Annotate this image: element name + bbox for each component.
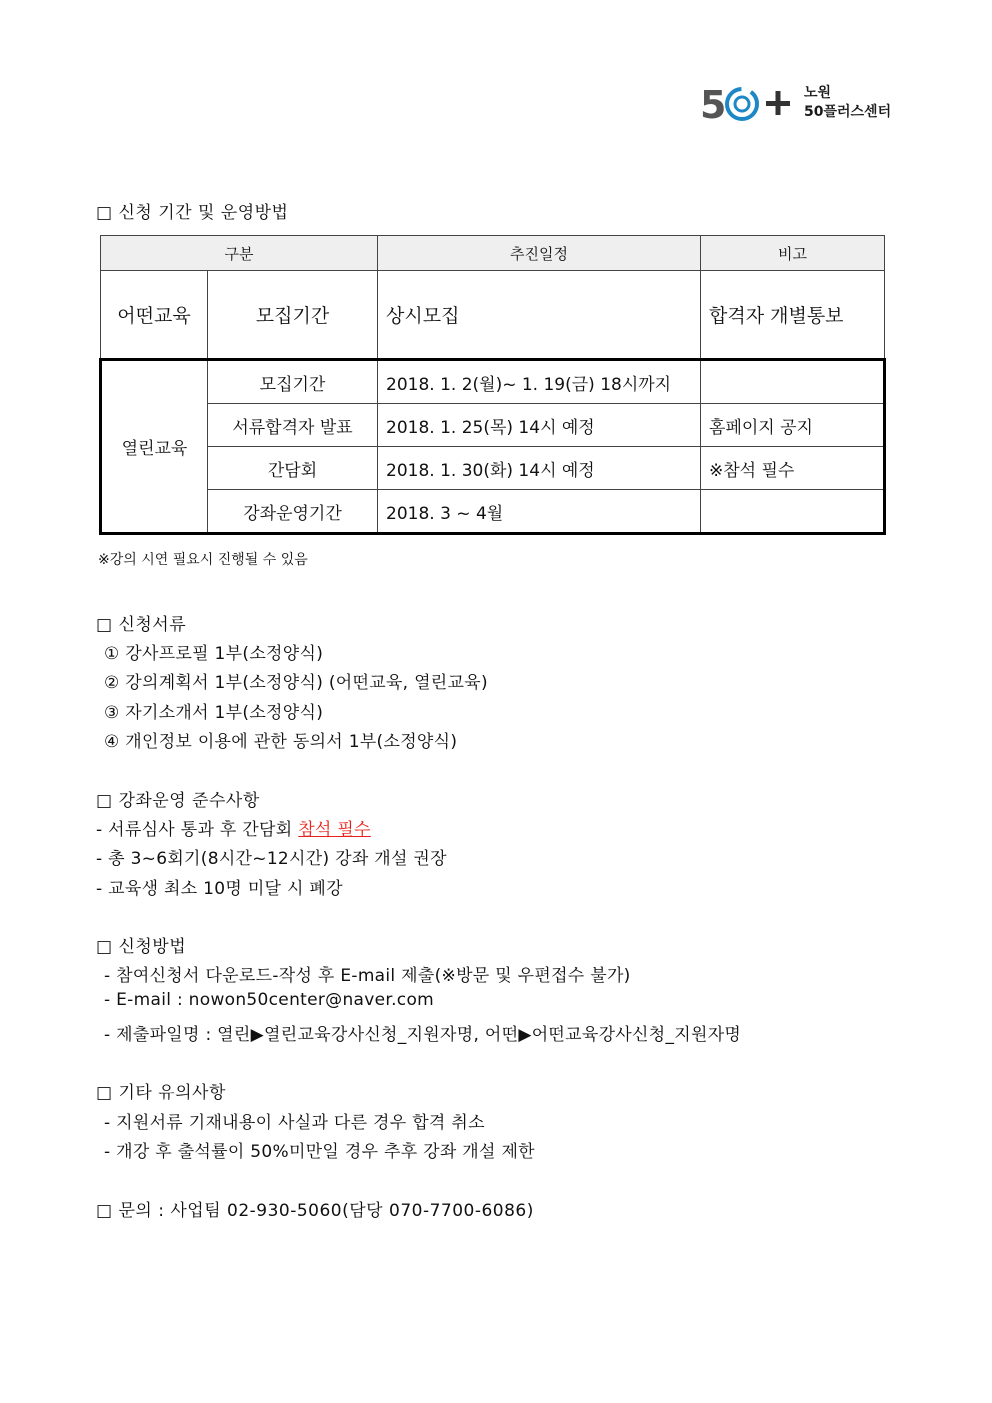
list-item	[96, 815, 371, 840]
item-cell: 강좌운영기간	[208, 490, 378, 534]
list-item: - 지원서류 기재내용이 사실과 다른 경우 합격 취소	[104, 1113, 485, 1133]
list-item: - E-mail : nowon50center@naver.com	[104, 990, 435, 1010]
table-row	[101, 490, 885, 534]
table-header-row	[101, 236, 885, 271]
table-row	[101, 404, 885, 447]
logo-line1: 노원	[804, 85, 832, 101]
item-cell: 간담회	[208, 447, 378, 490]
section4-title: □ 신청방법	[96, 937, 187, 957]
schedule-cell: 2018. 1. 25(목) 14시 예정	[378, 404, 701, 447]
section2-title: □ 신청서류	[96, 615, 187, 635]
list-item: - 참여신청서 다운로드-작성 후 E-mail 제출(※방문 및 우편접수 불가)	[104, 966, 631, 986]
schedule-table	[99, 235, 886, 535]
item-cell: 모집기간	[208, 360, 378, 404]
group-cell: 어떤교육	[101, 271, 208, 360]
note-cell: ※참석 필수	[701, 447, 885, 490]
header-note: 비고	[701, 236, 885, 271]
note-cell: 합격자 개별통보	[701, 271, 885, 360]
list-item: ③ 자기소개서 1부(소정양식)	[104, 703, 324, 723]
logo-line2: 50플러스센터	[804, 104, 892, 120]
list-item: - 제출파일명 : 열린▶열린교육강사신청_지원자명, 어떤▶어떤교육강사신청_지원자명	[104, 1025, 742, 1045]
group-cell: 열린교육	[101, 360, 208, 534]
list-item: ④ 개인정보 이용에 관한 동의서 1부(소정양식)	[104, 732, 458, 752]
svg-text:5: 5	[700, 83, 727, 127]
list-item: - 교육생 최소 10명 미달 시 폐강	[96, 879, 343, 899]
logo-mark-icon	[700, 82, 800, 130]
table-footnote: ※강의 시연 필요시 진행될 수 있음	[98, 552, 308, 568]
list-item: ① 강사프로필 1부(소정양식)	[104, 644, 324, 664]
contact-line: □ 문의 : 사업팀 02-930-5060(담당 070-7700-6086)	[96, 1201, 534, 1221]
section1-title: □ 신청 기간 및 운영방법	[96, 203, 289, 223]
rule-text: - 서류심사 통과 후 간담회	[96, 820, 299, 840]
section5-title: □ 기타 유의사항	[96, 1083, 226, 1103]
table-row	[101, 447, 885, 490]
table-row	[101, 271, 885, 360]
item-cell: 모집기간	[208, 271, 378, 360]
table-row	[101, 360, 885, 404]
note-cell: 홈페이지 공지	[701, 404, 885, 447]
list-item: - 개강 후 출석률이 50%미만일 경우 추후 강좌 개설 제한	[104, 1142, 535, 1162]
schedule-cell: 상시모집	[378, 271, 701, 360]
header-schedule: 추진일정	[378, 236, 701, 271]
highlight-text: 참석 필수	[298, 820, 371, 840]
section3-title: □ 강좌운영 준수사항	[96, 791, 260, 811]
schedule-cell: 2018. 1. 30(화) 14시 예정	[378, 447, 701, 490]
item-cell: 서류합격자 발표	[208, 404, 378, 447]
schedule-cell: 2018. 1. 2(월)~ 1. 19(금) 18시까지	[378, 360, 701, 404]
list-item: - 총 3~6회기(8시간~12시간) 강좌 개설 권장	[96, 849, 447, 869]
logo	[700, 82, 900, 130]
schedule-cell: 2018. 3 ~ 4월	[378, 490, 701, 534]
header-category: 구분	[101, 236, 378, 271]
logo-text	[804, 84, 891, 122]
note-cell	[701, 490, 885, 534]
list-item: ② 강의계획서 1부(소정양식) (어떤교육, 열린교육)	[104, 673, 488, 693]
note-cell	[701, 360, 885, 404]
